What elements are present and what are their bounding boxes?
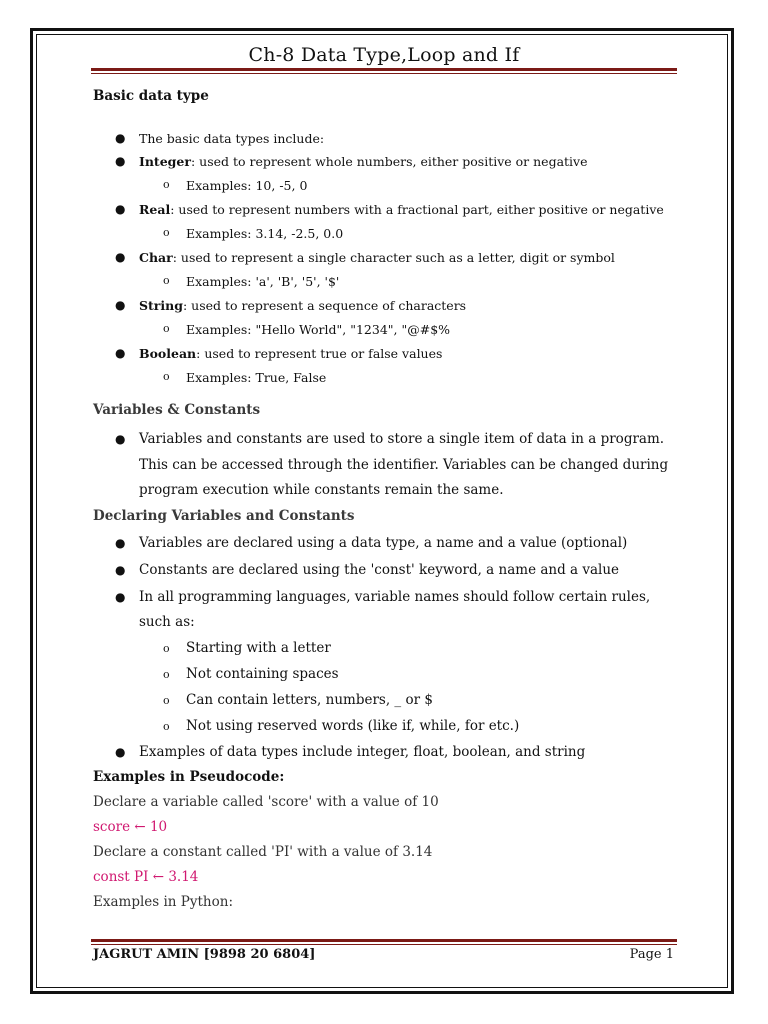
- bullet-dot-icon: ●: [115, 250, 126, 264]
- pseudocode-description: Declare a variable called 'score' with a value of 10: [93, 793, 439, 810]
- code-line: score ← 10: [93, 818, 168, 835]
- list-item: ● Examples of data types include integer, float, boolean, and string: [93, 740, 683, 765]
- header-rule-thin: [91, 73, 677, 74]
- code-line: const PI ← 3.14: [93, 868, 199, 885]
- list-item-real: ● Real: used to represent numbers with a fractional part, either positive or negative: [115, 202, 664, 217]
- bullet-dot-icon: ●: [115, 346, 126, 360]
- list-item: ● In all programming languages, variable names should follow certain rules, such as:: [93, 585, 683, 636]
- bullet-dot-icon: ●: [115, 131, 126, 145]
- bullet-circle-icon: o: [163, 667, 170, 681]
- bullet-dot-icon: ●: [115, 154, 126, 168]
- section-heading-pseudocode: Examples in Pseudocode:: [93, 768, 285, 785]
- bullet-circle-icon: o: [163, 370, 170, 383]
- bullet-circle-icon: o: [163, 178, 170, 191]
- list-item: ● Variables and constants are used to store a single item of data in a program. This can be accessed through the identifier. Variables can be changed during program execution while constants remain the same.: [93, 427, 683, 504]
- list-item: ● Variables are declared using a data type, a name and a value (optional): [93, 531, 683, 558]
- bullet-circle-icon: o: [163, 226, 170, 239]
- sub-list-item: o Not using reserved words (like if, while, for etc.): [93, 714, 683, 740]
- sub-list-item: o Examples: "Hello World", "1234", "@#$%: [163, 322, 451, 337]
- document-body: [93, 88, 683, 915]
- list-item-char: ● Char: used to represent a single character such as a letter, digit or symbol: [115, 250, 615, 265]
- sub-list-item: o Starting with a letter: [93, 636, 683, 662]
- list-item-boolean: ● Boolean: used to represent true or false values: [115, 346, 443, 361]
- page-number: Page 1: [629, 947, 674, 962]
- pseudocode-description: Declare a constant called 'PI' with a value of 3.14: [93, 843, 433, 860]
- bullet-circle-icon: o: [163, 322, 170, 335]
- bullet-circle-icon: o: [163, 693, 170, 707]
- sub-list-item: o Examples: 3.14, -2.5, 0.0: [163, 226, 344, 241]
- sub-list-item: o Examples: 10, -5, 0: [163, 178, 308, 193]
- footer-author: JAGRUT AMIN [9898 20 6804]: [93, 947, 316, 962]
- sub-list-item: o Examples: 'a', 'B', '5', '$': [163, 274, 340, 289]
- bullet-dot-icon: ●: [115, 535, 126, 550]
- bullet-dot-icon: ●: [115, 202, 126, 216]
- sub-list-item: o Examples: True, False: [163, 370, 327, 385]
- list-item-integer: ● Integer: used to represent whole numbers, either positive or negative: [115, 154, 588, 169]
- bullet-dot-icon: ●: [115, 432, 126, 446]
- page-title: Ch-8 Data Type,Loop and If: [248, 44, 520, 66]
- header-rule: [91, 68, 677, 71]
- footer-rule-thin: [91, 944, 677, 945]
- list-item: ● The basic data types include:: [115, 131, 325, 146]
- section-heading-variables-constants: Variables & Constants: [93, 402, 261, 418]
- python-examples-label: Examples in Python:: [93, 893, 233, 910]
- section-heading-basic-data-type: Basic data type: [93, 88, 209, 104]
- bullet-circle-icon: o: [163, 641, 170, 655]
- bullet-dot-icon: ●: [115, 298, 126, 312]
- section-heading-declaring: Declaring Variables and Constants: [93, 507, 355, 524]
- sub-list-item: o Not containing spaces: [93, 662, 683, 688]
- list-item-string: ● String: used to represent a sequence of characters: [115, 298, 467, 313]
- bullet-circle-icon: o: [163, 719, 170, 733]
- bullet-dot-icon: ●: [115, 562, 126, 577]
- bullet-circle-icon: o: [163, 274, 170, 287]
- bullet-dot-icon: ●: [115, 744, 126, 759]
- sub-list-item: o Can contain letters, numbers, _ or $: [93, 688, 683, 714]
- list-item: ● Constants are declared using the 'const' keyword, a name and a value: [93, 558, 683, 585]
- footer-rule: [91, 939, 677, 942]
- bullet-dot-icon: ●: [115, 589, 126, 604]
